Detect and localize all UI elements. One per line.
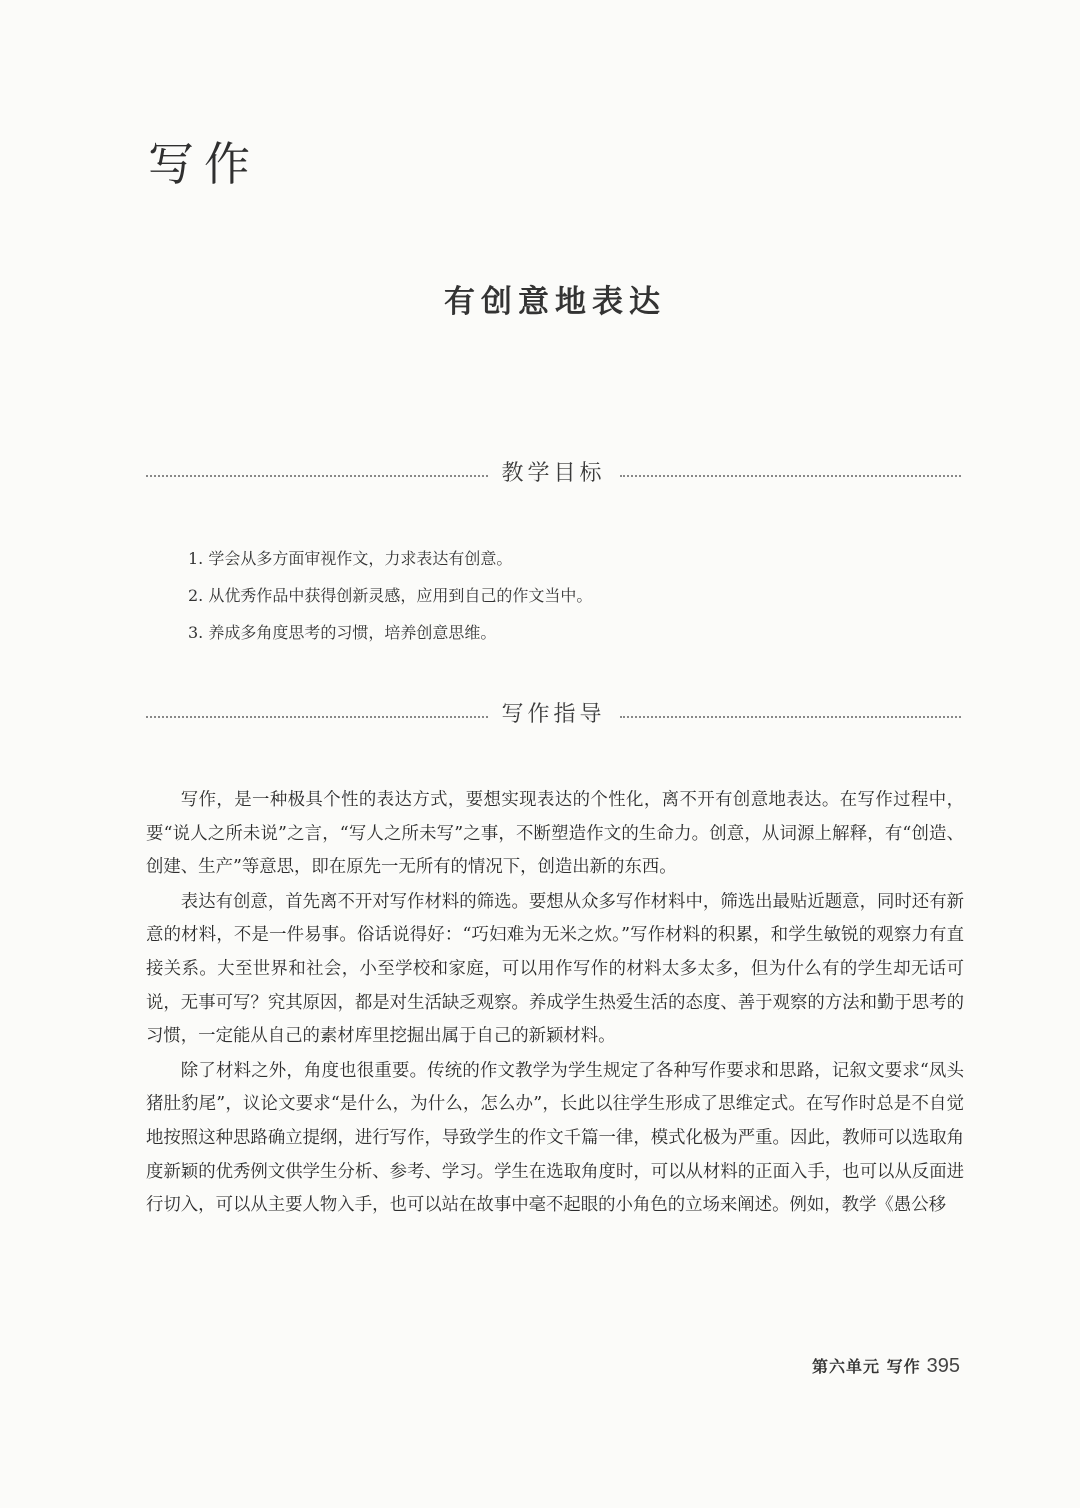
goal-item: 1. 学会从多方面审视作文，力求表达有创意。	[188, 549, 513, 568]
dotted-rule-right	[620, 716, 962, 718]
chapter-title: 写作	[148, 137, 260, 191]
dotted-rule-left	[146, 716, 488, 718]
dotted-rule-right	[620, 475, 962, 477]
body-paragraph: 写作，是一种极具个性的表达方式，要想实现表达的个性化，离不开有创意地表达。在写作过程中，要“说人之所未说”之言，“写人之所未写”之事，不断塑造作文的生命力。创意，从词源上解释，有“创造、创建、生产”等意思，即在原先一无所有的情况下，创造出新的东西。	[146, 790, 964, 878]
goal-item: 2. 从优秀作品中获得创新灵感，应用到自己的作文当中。	[188, 586, 593, 605]
teaching-goals-list	[188, 540, 592, 651]
goal-item: 3. 养成多角度思考的习惯，培养创意思维。	[188, 623, 497, 642]
writing-guide-heading	[146, 697, 961, 727]
footer-unit-label: 第六单元 写作	[812, 1357, 921, 1376]
body-paragraph: 除了材料之外，角度也很重要。传统的作文教学为学生规定了各种写作要求和思路，记叙文要求“凤头猪肚豹尾”，议论文要求“是什么，为什么，怎么办”，长此以往学生形成了思维定式。在写作时总是不自觉地按照这种思路确立提纲，进行写作，导致学生的作文千篇一律，模式化极为严重。因此，教师可以选取角度新颖的优秀例文供学生分析、参考、学习。学生在选取角度时，可以从材料的正面入手，也可以从反面进行切入，可以从主要人物入手，也可以站在故事中毫不起眼的小角色的立场来阐述。例如，教学《愚公移	[146, 1060, 964, 1216]
dotted-rule-left	[146, 475, 488, 477]
lesson-title: 有创意地表达	[444, 284, 666, 320]
teaching-goals-label: 教学目标	[501, 460, 606, 486]
writing-guide-label: 写作指导	[501, 701, 606, 727]
writing-guide-body	[146, 784, 964, 1224]
teaching-goals-heading	[146, 456, 961, 486]
page-number: 395	[926, 1355, 960, 1377]
page-footer	[812, 1354, 960, 1378]
body-paragraph: 表达有创意，首先离不开对写作材料的筛选。要想从众多写作材料中，筛选出最贴近题意，同时还有新意的材料，不是一件易事。俗话说得好：“巧妇难为无米之炊。”写作材料的积累，和学生敏锐的观察力有直接关系。大至世界和社会，小至学校和家庭，可以用作写作的材料太多太多，但为什么有的学生却无话可说，无事可写？究其原因，都是对生活缺乏观察。养成学生热爱生活的态度、善于观察的方法和勤于思考的习惯，一定能从自己的素材库里挖掘出属于自己的新颖材料。	[146, 891, 964, 1047]
